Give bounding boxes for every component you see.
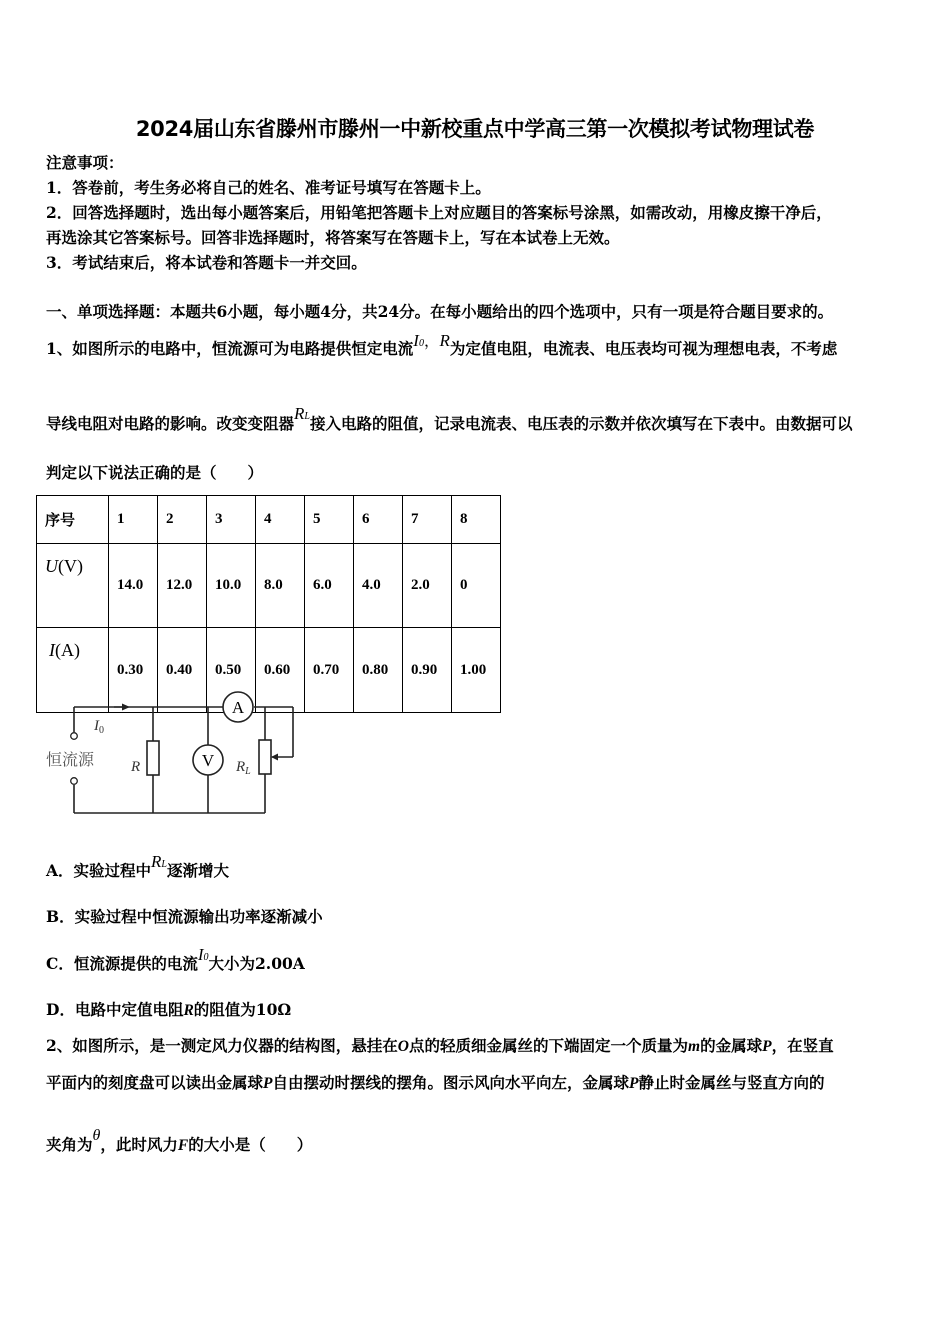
data-table [36, 495, 501, 713]
current-label: $I_0$ [94, 718, 104, 736]
table-cell: 3 [207, 496, 256, 544]
table-cell: 8.0 [256, 544, 305, 628]
symbol-theta: θ [92, 1127, 101, 1144]
table-cell: 2 [158, 496, 207, 544]
symbol-RL: RL [151, 852, 167, 871]
table-row [37, 544, 501, 628]
q1-line2 [46, 404, 853, 437]
table-cell: 5 [305, 496, 354, 544]
table-cell: 0.60 [256, 628, 305, 713]
table-cell: 0.80 [354, 628, 403, 713]
table-cell: 0.90 [403, 628, 452, 713]
symbol-R: R [439, 331, 450, 350]
terminal-icon [71, 733, 78, 740]
table-cell: 0 [452, 544, 501, 628]
table-cell: 6.0 [305, 544, 354, 628]
option-a: A．实验过程中RL逐渐增大 [46, 852, 229, 880]
option-d: D．电路中定值电阻R的阻值为10Ω [46, 1000, 292, 1019]
q1-line1: 1、如图所示的电路中，恒流源可为电路提供恒定电流I0，R为定值电阻，电流表、电压表均可视为理想电表，不考虑 [46, 331, 838, 358]
terminal-icon [71, 778, 78, 785]
notice-item: 1．答卷前，考生务必将自己的姓名、准考证号填写在答题卡上。 [46, 178, 491, 197]
q2-line2: 平面内的刻度盘可以读出金属球P自由摆动时摆线的摆角。图示风向水平向左，金属球P静止时金属丝与竖直方向的 [46, 1073, 825, 1092]
q1-line3: 判定以下说法正确的是（ ） [46, 463, 264, 482]
symbol-I0: I0 [197, 945, 209, 964]
source-label: 恒流源 [46, 750, 95, 769]
resistor-label: R [131, 759, 141, 775]
q1-text: 接入电路的阻值，记录电流表、电压表的示数并依次填写在下表中。由数据可以 [309, 414, 853, 433]
rheostat-icon [259, 740, 271, 774]
table-cell: 6 [354, 496, 403, 544]
table-cell: 1.00 [452, 628, 501, 713]
table-cell: 8 [452, 496, 501, 544]
current-arrow-icon [122, 704, 130, 711]
table-cell: 10.0 [207, 544, 256, 628]
slider-arrow-icon [271, 754, 278, 761]
table-cell: 7 [403, 496, 452, 544]
table-cell: 序号 [37, 496, 109, 544]
circuit-diagram [40, 690, 300, 820]
table-cell: 14.0 [109, 544, 158, 628]
rheostat-label: $R_L$ [236, 759, 251, 777]
table-cell: 0.40 [158, 628, 207, 713]
option-c: C．恒流源提供的电流I0大小为2.00A [46, 945, 305, 973]
table-cell: 0.50 [207, 628, 256, 713]
page-title: 2024届山东省滕州市滕州一中新校重点中学高三第一次模拟考试物理试卷 [135, 117, 815, 141]
table-cell: 1 [109, 496, 158, 544]
notice-item: 2．回答选择题时，选出每小题答案后，用铅笔把答题卡上对应题目的答案标号涂黑，如需改动，用橡皮擦干净后， [46, 203, 832, 222]
table-cell: 2.0 [403, 544, 452, 628]
notice-item: 3．考试结束后，将本试卷和答题卡一并交回。 [46, 253, 367, 272]
table-row [37, 496, 501, 544]
table-cell: 12.0 [158, 544, 207, 628]
table-cell: 0.30 [109, 628, 158, 713]
table-cell: I(A) [37, 628, 109, 713]
q2-line1: 2、如图所示，是一测定风力仪器的结构图，悬挂在O点的轻质细金属丝的下端固定一个质量为m的金属球P，在竖直 [46, 1036, 834, 1055]
table-cell: 4.0 [354, 544, 403, 628]
symbol-RL: RL [294, 404, 310, 423]
q1-text: 导线电阻对电路的影响。改变变阻器 [46, 414, 295, 433]
q1-text: 为定值电阻，电流表、电压表均可视为理想电表，不考虑 [449, 339, 838, 358]
table-cell: 4 [256, 496, 305, 544]
q2-line3: 夹角为θ，此时风力F的大小是（ ） [46, 1127, 313, 1154]
resistor-icon [147, 741, 159, 775]
table-cell: 0.70 [305, 628, 354, 713]
table-cell: U(V) [37, 544, 109, 628]
notice-item: 再选涂其它答案标号。回答非选择题时，将答案写在答题卡上，写在本试卷上无效。 [46, 228, 620, 247]
option-b: B．实验过程中恒流源输出功率逐渐减小 [46, 907, 323, 926]
q1-text: 1、如图所示的电路中，恒流源可为电路提供恒定电流 [46, 339, 414, 358]
notice-heading: 注意事项： [46, 153, 124, 172]
section-heading: 一、单项选择题：本题共6小题，每小题4分，共24分。在每小题给出的四个选项中，只有一项是符合题目要求的。 [46, 302, 834, 321]
ammeter-label: A [231, 698, 245, 717]
voltmeter-label: V [201, 751, 215, 770]
symbol-I0: I0 [413, 331, 424, 350]
